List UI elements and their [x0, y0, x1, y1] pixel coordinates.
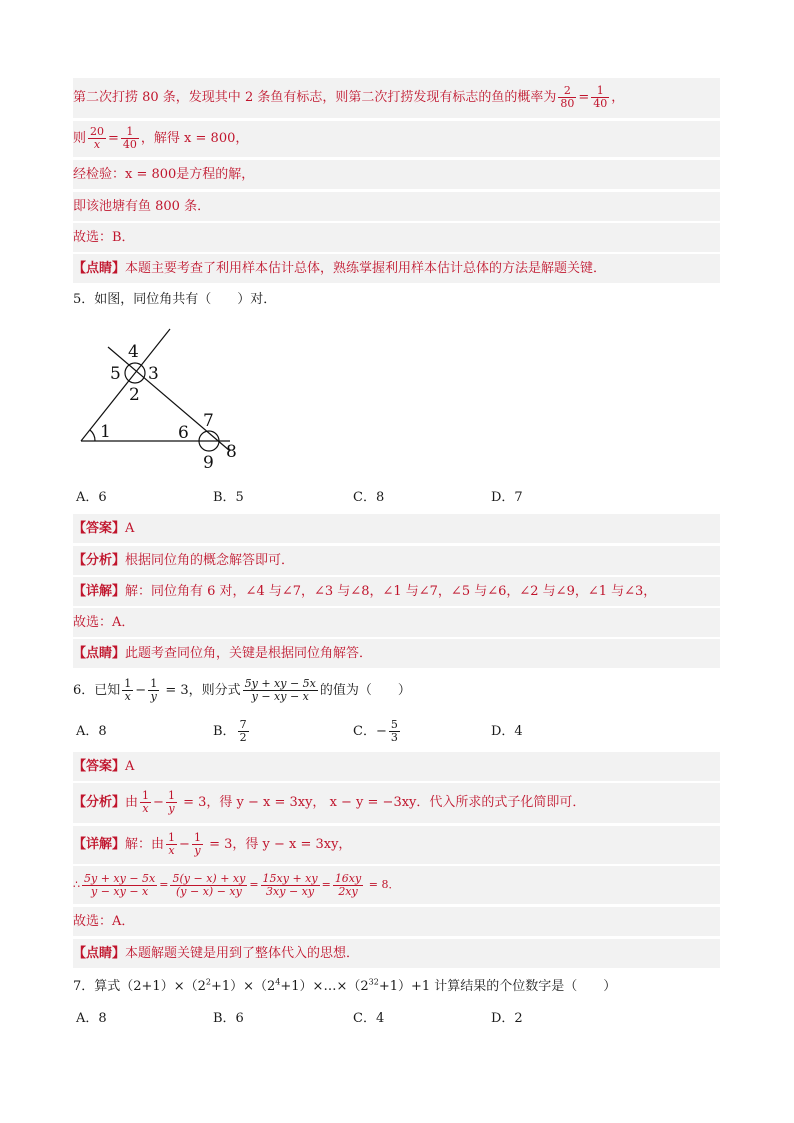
- q4-line1: 第二次打捞 80 条，发现其中 2 条鱼有标志，则第二次打捞发现有标志的鱼的概率为 $\frac{2}{80}$ = $\frac{1}{40}$ ，: [73, 78, 720, 118]
- q5-options: [73, 483, 720, 512]
- q4-conclusion: 即该池塘有鱼 800 条．: [73, 192, 720, 221]
- q5-comment: 【点睛】此题考查同位角，关键是根据同位角解答．: [73, 639, 720, 668]
- q6-choice: 故选：A．: [73, 907, 720, 936]
- fig-label-4: 4: [128, 342, 139, 362]
- fig-label-8: 8: [226, 442, 237, 462]
- q5-option-b: B．5: [213, 490, 244, 505]
- q5-answer: 【答案】A: [73, 514, 720, 543]
- angle-figure: [78, 325, 243, 475]
- q6-comment: 【点睛】本题解题关键是用到了整体代入的思想．: [73, 939, 720, 968]
- q5-analysis: 【分析】根据同位角的概念解答即可．: [73, 546, 720, 575]
- q4-check: 经检验：x = 800是方程的解，: [73, 160, 720, 189]
- q6-option-c: C．− $\frac{5}{3}$: [353, 718, 398, 744]
- q4-choice: 故选：B．: [73, 223, 720, 252]
- fig-label-2: 2: [129, 385, 140, 405]
- q7-stem: 7．算式$(2+1)\times(2^2+1)\times(2^4+1)\times\dots\times(2^{32}+1)+1$ 计算结果的个位数字是（ ）: [73, 977, 617, 994]
- q5-choice: 故选：A．: [73, 608, 720, 637]
- q4-comment: 【点睛】本题主要考查了利用样本估计总体，熟练掌握利用样本估计总体的方法是解题关键．: [73, 254, 720, 283]
- fig-label-3: 3: [148, 364, 159, 384]
- q6-options: [73, 714, 720, 750]
- fig-label-5: 5: [110, 364, 121, 384]
- q5-detail: 【详解】解：同位角有 6 对，∠4 与∠7，∠3 与∠8，∠1 与∠7，∠5 与∠6，∠2 与∠9，∠1 与∠3，: [73, 577, 720, 606]
- q5-option-c: C．8: [353, 490, 385, 505]
- fig-label-9: 9: [203, 453, 214, 473]
- q5-stem: 5．如图，同位角共有（ ）对．: [73, 292, 277, 307]
- q6-stem: 6．已知 $\frac{1}{x}$ − $\frac{1}{y}$ = 3，则分式 $\frac{5y + xy - 5x}{y - xy - x}$ 的值为（ ）: [73, 677, 411, 703]
- q6-option-a: A．8: [76, 724, 107, 739]
- q7-option-d: D．2: [491, 1011, 523, 1026]
- q6-option-d: D．4: [491, 724, 523, 739]
- q7-option-c: C．4: [353, 1011, 385, 1026]
- fig-label-1: 1: [100, 422, 111, 442]
- q7-options: [73, 1004, 720, 1033]
- q6-calculation: ∴ $\frac{5y + xy - 5x}{y - xy - x}$ = $\frac{5(y - x) + xy}{(y - x) - xy}$ = $\frac{15xy + xy}{3xy - xy}$ = $\frac{16xy}{2xy}$ = 8．: [73, 866, 720, 904]
- q6-option-b: B． $\frac{7}{2}$: [213, 718, 247, 744]
- q6-detail: 【详解】解：由 $\frac{1}{x}$ − $\frac{1}{y}$ = 3，得 y − x = 3xy，: [73, 826, 720, 864]
- q6-answer: 【答案】A: [73, 752, 720, 781]
- q4-line2: 则 $\frac{20}{x}$ = $\frac{1}{40}$ ，解得 x = 800，: [73, 121, 720, 157]
- q5-option-d: D．7: [491, 490, 523, 505]
- fig-label-7: 7: [203, 411, 214, 431]
- fig-label-6: 6: [178, 423, 189, 443]
- q6-analysis: 【分析】由 $\frac{1}{x}$ − $\frac{1}{y}$ = 3，得 y − x = 3xy， x − y = −3xy．代入所求的式子化简即可．: [73, 783, 720, 823]
- q5-option-a: A．6: [76, 490, 107, 505]
- q7-option-b: B．6: [213, 1011, 244, 1026]
- q7-option-a: A．8: [76, 1011, 107, 1026]
